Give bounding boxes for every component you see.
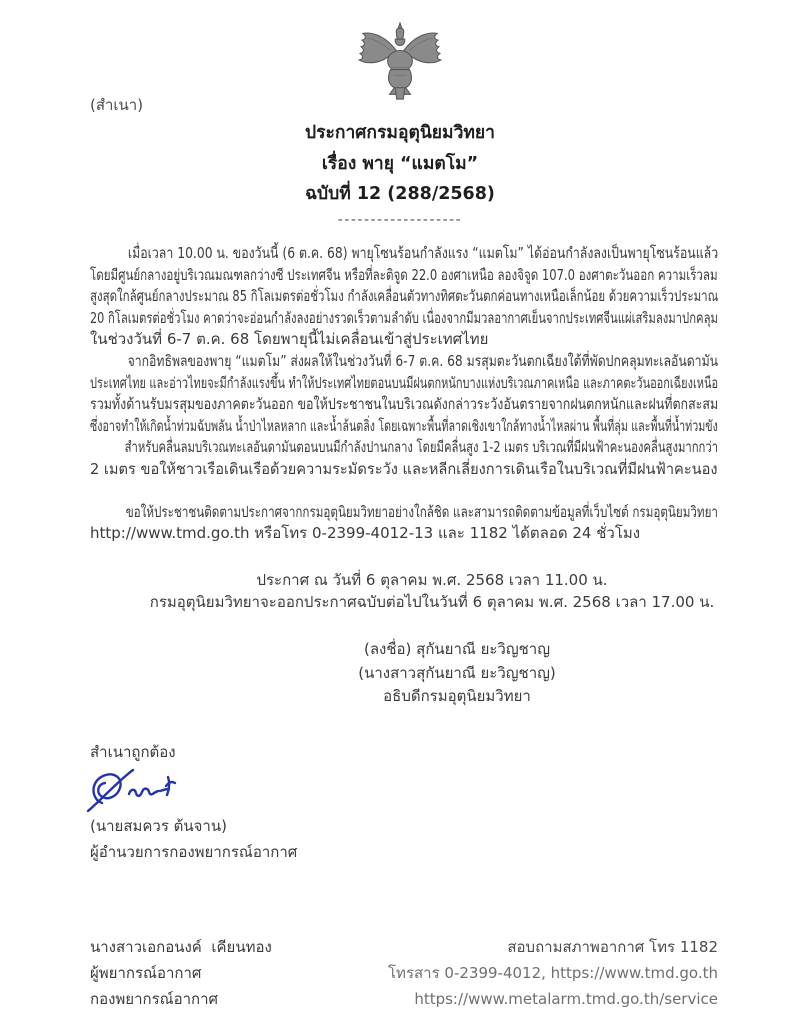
- forecaster-name: นางสาวเอกอนงค์ เคียนทอง: [90, 938, 272, 956]
- weather-hotline: สอบถามสภาพอากาศ โทร 1182: [507, 938, 718, 956]
- forecaster-division: กองพยากรณ์อากาศ: [90, 990, 219, 1008]
- certified-copy-label: สำเนาถูกต้อง: [90, 743, 176, 761]
- body-paragraph-1: [90, 243, 718, 351]
- signed-by-line: (ลงชื่อ) สุกันยาณี ยะวิญชาญ: [364, 640, 550, 659]
- body-paragraph-4: [90, 502, 718, 545]
- copy-label: (สำเนา): [90, 96, 144, 114]
- document-subject: เรื่อง พายุ “แมตโม”: [321, 153, 479, 174]
- document-title: ประกาศกรมอุตุนิยมวิทยา: [304, 123, 496, 143]
- divider-dashes: -------------------: [337, 212, 463, 228]
- certifier-position: ผู้อำนวยการกองพยากรณ์อากาศ: [90, 843, 298, 861]
- text-line: ในช่วงวันที่ 6-7 ต.ค. 68 โดยพายุนี้ไม่เคลื่อนเข้าสู่ประเทศไทย: [90, 330, 489, 349]
- body-paragraph-3: [90, 437, 718, 480]
- fax-and-website: โทรสาร 0-2399-4012, https://www.tmd.go.th: [388, 964, 718, 982]
- footer-contact-block: [388, 934, 718, 1012]
- text-line: ขอให้ประชาชนติดตามประกาศจากกรมอุตุนิยมวิทยาอย่างใกล้ชิด และสามารถติดตามข้อมูลที่เว็บไซต์ กรมอุตุนิยมวิทยา: [125, 502, 718, 521]
- certifier-name: (นายสมควร ต้นจาน): [90, 817, 227, 835]
- text-line: เมื่อเวลา 10.00 น. ของวันนี้ (6 ต.ค. 68) พายุโซนร้อนกำลังแรง “แมตโม” ได้อ่อนกำลังลงเป็นพายุโซนร้อนแล้ว: [127, 244, 719, 262]
- text-line: 20 กิโลเมตรต่อชั่วโมง คาดว่าจะอ่อนกำลังลงอย่างรวดเร็วตามลำดับ เนื่องจากมีมวลอากาศเย็นจากประเทศจีนแผ่เสริมลงมาปกคลุม: [90, 308, 718, 327]
- document-issue-number: ฉบับที่ 12 (288/2568): [305, 184, 495, 204]
- signer-name: (นางสาวสุกันยาณี ยะวิญชาญ): [358, 663, 556, 682]
- footer-forecaster-block: [90, 934, 272, 1012]
- handwritten-signature-icon: [86, 767, 182, 813]
- text-line: รวมทั้งด้านรับมรสุมของภาคตะวันออก ขอให้ประชาชนในบริเวณดังกล่าวระวังอันตรายจากฝนตกหนักและฝนที่ตกสะสม: [90, 395, 719, 414]
- text-line: โดยมีศูนย์กลางอยู่บริเวณมณฑลกว่างซี ประเทศจีน หรือที่ละติจูด 22.0 องศาเหนือ ลองจิจูด 107.0 องศาตะวันออก ความเร็วลม: [90, 265, 718, 284]
- footer: [90, 934, 718, 1012]
- issued-date-block: [146, 569, 718, 614]
- forecaster-title: ผู้พยากรณ์อากาศ: [90, 964, 202, 982]
- emblem-container: [0, 22, 800, 104]
- issued-date-line: ประกาศ ณ วันที่ 6 ตุลาคม พ.ศ. 2568 เวลา 11.00 น.: [256, 570, 608, 589]
- text-line: ประเทศไทย และอ่าวไทยจะมีกำลังแรงขึ้น ทำให้ประเทศไทยตอนบนมีฝนตกหนักบางแห่งบริเวณภาคเหนือ และภาคตะวันออกเฉียงเหนือ: [90, 373, 719, 392]
- signer-block: [196, 638, 718, 708]
- certified-copy-block: [90, 741, 297, 863]
- text-line: สำหรับคลื่นลมบริเวณทะเลอันดามันตอนบนมีกำลังปานกลาง โดยมีคลื่นสูง 1-2 เมตร บริเวณที่มีฝนฟ้าคะนองคลื่นสูงมากกว่า: [124, 438, 719, 457]
- text-line: ซึ่งอาจทำให้เกิดน้ำท่วมฉับพลัน น้ำป่าไหลหลาก และน้ำล้นตลิ่ง โดยเฉพาะพื้นที่ลาดเชิงเขาใกล้ทางน้ำไหลผ่าน พื้นที่ลุ่ม และพื้นที่น้ำท่วมขัง: [90, 416, 718, 435]
- text-line: 2 เมตร ขอให้ชาวเรือเดินเรือด้วยความระมัดระวัง และหลีกเลี่ยงการเดินเรือในบริเวณที่มีฝนฟ้าคะนอง: [90, 459, 718, 478]
- text-line: สูงสุดใกล้ศูนย์กลางประมาณ 85 กิโลเมตรต่อชั่วโมง กำลังเคลื่อนตัวทางทิศตะวันตกค่อนทางเหนือเล็กน้อย ด้วยความเร็วประมาณ: [90, 287, 719, 306]
- body-paragraph-2: [90, 351, 718, 437]
- signer-position: อธิบดีกรมอุตุนิยมวิทยา: [383, 686, 531, 705]
- next-issue-line: กรมอุตุนิยมวิทยาจะออกประกาศฉบับต่อไปในวันที่ 6 ตุลาคม พ.ศ. 2568 เวลา 17.00 น.: [149, 593, 715, 612]
- garuda-emblem-icon: [354, 22, 446, 100]
- title-block: [0, 118, 800, 210]
- metalarm-url: https://www.metalarm.tmd.go.th/service: [414, 990, 718, 1008]
- body-content: [90, 243, 718, 708]
- text-line: จากอิทธิพลของพายุ “แมตโม” ส่งผลให้ในช่วงวันที่ 6-7 ต.ค. 68 มรสุมตะวันตกเฉียงใต้ที่พัดปกคลุมทะเลอันดามัน: [127, 351, 719, 370]
- text-line: http://www.tmd.go.th หรือโทร 0-2399-4012-13 และ 1182 ได้ตลอด 24 ชั่วโมง: [90, 524, 641, 543]
